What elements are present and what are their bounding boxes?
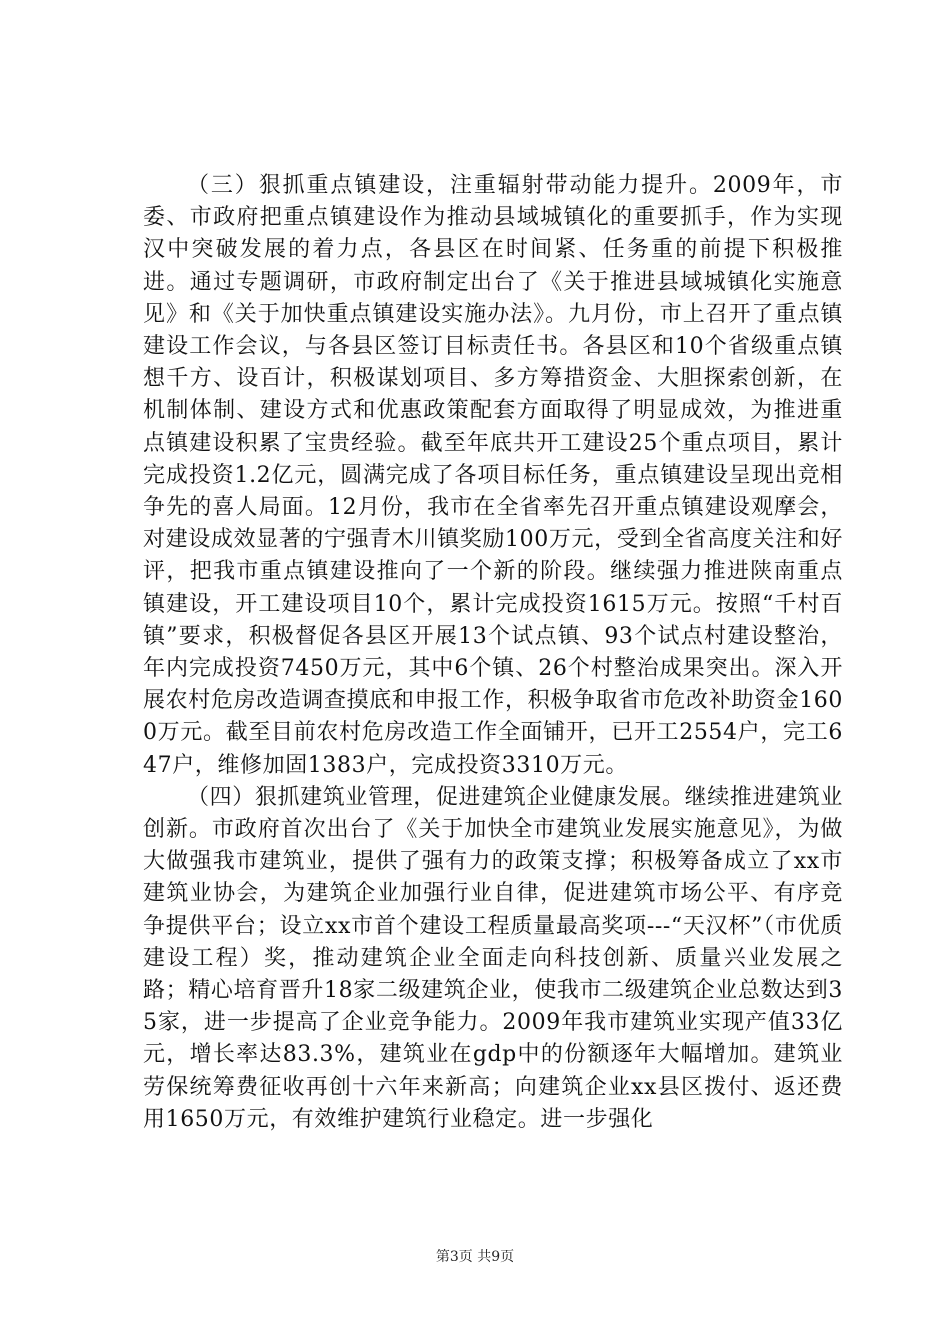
document-body (143, 170, 843, 1136)
paragraph-key-towns: （三）狠抓重点镇建设，注重辐射带动能力提升。2009年，市委、市政府把重点镇建设作为推动县域城镇化的重要抓手，作为实现汉中突破发展的着力点，各县区在时间紧、任务重的前提下积极推进。通过专题调研，市政府制定出台了《关于推进县域城镇化实施意见》和《关于加快重点镇建设实施办法》。九月份，市上召开了重点镇建设工作会议，与各县区签订目标责任书。各县区和10个省级重点镇想千方、设百计，积极谋划项目、多方筹措资金、大胆探索创新，在机制体制、建设方式和优惠政策配套方面取得了明显成效，为推进重点镇建设积累了宝贵经验。截至年底共开工建设25个重点项目，累计完成投资1.2亿元，圆满完成了各项目标任务，重点镇建设呈现出竞相争先的喜人局面。12月份，我市在全省率先召开重点镇建设观摩会，对建设成效显著的宁强青木川镇奖励100万元，受到全省高度关注和好评，把我市重点镇建设推向了一个新的阶段。继续强力推进陕南重点镇建设，开工建设项目10个，累计完成投资1615万元。按照“千村百镇”要求，积极督促各县区开展13个试点镇、93个试点村建设整治，年内完成投资7450万元，其中6个镇、26个村整治成果突出。深入开展农村危房改造调查摸底和申报工作，积极争取省市危改补助资金1600万元。截至目前农村危房改造工作全面铺开，已开工2554户，完工647户，维修加固1383户，完成投资3310万元。 (143, 173, 843, 778)
page-number-footer: 第3页 共9页 (435, 1249, 515, 1265)
paragraph-construction-industry: （四）狠抓建筑业管理，促进建筑企业健康发展。继续推进建筑业创新。市政府首次出台了《关于加快全市建筑业发展实施意见》，为做大做强我市建筑业，提供了强有力的政策支撑；积极筹备成立了xx市建筑业协会，为建筑企业加强行业自律，促进建筑市场公平、有序竞争提供平台；设立xx市首个建设工程质量最高奖项---“天汉杯”（市优质建设工程）奖，推动建筑企业全面走向科技创新、质量兴业发展之路；精心培育晋升18家二级建筑企业，使我市二级建筑企业总数达到35家，进一步提高了企业竞争能力。2009年我市建筑业实现产值33亿元，增长率达83.3%，建筑业在gdp中的份额逐年大幅增加。建筑业劳保统筹费征收再创十六年来新高；向建筑企业xx县区拨付、返还费用1650万元，有效维护建筑行业稳定。进一步强化 (143, 784, 843, 1132)
